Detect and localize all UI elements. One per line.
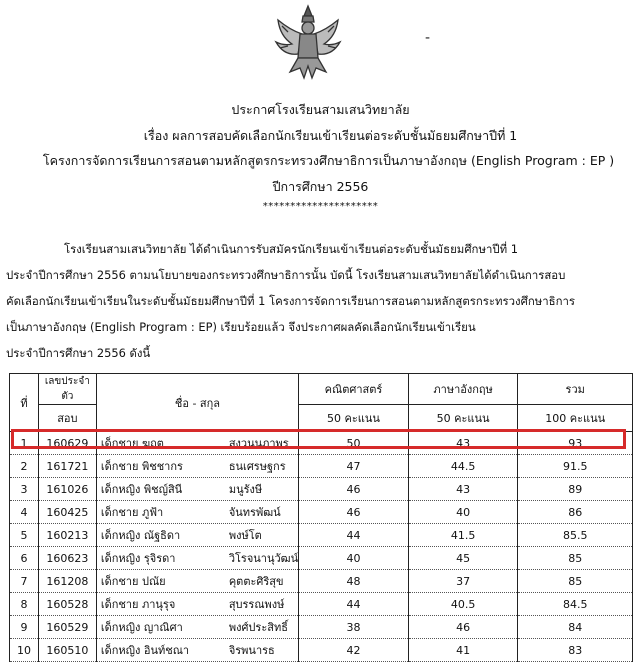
row-last-name: สงวนนภาพร xyxy=(228,437,289,450)
body-line-3: คัดเลือกนักเรียนเข้าเรียนในระดับชั้นมัธยมศึกษาปีที่ 1 โครงการจัดการเรียนการสอนตามหลักสูตรกระทรวงศึกษาธิการ xyxy=(6,294,576,308)
row-english-score: 37 xyxy=(408,570,518,593)
row-number: 6 xyxy=(10,547,39,570)
row-exam-id: 160425 xyxy=(38,501,96,524)
row-exam-id: 161208 xyxy=(38,570,96,593)
header-total-points: 100 คะแนน xyxy=(518,405,633,432)
table-row xyxy=(10,639,633,662)
row-student-name xyxy=(96,639,298,662)
row-english-score: 46 xyxy=(408,616,518,639)
row-first-name: เด็กหญิง พิชญ์สินี xyxy=(100,483,183,496)
row-total-score: 86 xyxy=(518,501,633,524)
table-row xyxy=(10,593,633,616)
row-first-name: เด็กชาย ภูฟ้า xyxy=(100,506,164,519)
header-math-points: 50 คะแนน xyxy=(299,405,409,432)
row-math-score: 47 xyxy=(299,455,409,478)
row-english-score: 43 xyxy=(408,432,518,455)
row-number: 7 xyxy=(10,570,39,593)
table-row xyxy=(10,478,633,501)
row-exam-id: 160529 xyxy=(38,616,96,639)
row-total-score: 83 xyxy=(518,639,633,662)
row-last-name: พงศ์ประสิทธิ์ xyxy=(228,621,288,634)
row-total-score: 93 xyxy=(518,432,633,455)
results-table xyxy=(9,373,633,662)
table-row xyxy=(10,570,633,593)
table-row xyxy=(10,616,633,639)
row-math-score: 44 xyxy=(299,524,409,547)
row-english-score: 44.5 xyxy=(408,455,518,478)
row-number: 2 xyxy=(10,455,39,478)
header-total: รวม xyxy=(518,374,633,405)
row-last-name: พงษ์โต xyxy=(228,529,262,542)
star-divider: ********************* xyxy=(262,201,379,212)
row-number: 8 xyxy=(10,593,39,616)
row-exam-id: 160629 xyxy=(38,432,96,455)
row-english-score: 41 xyxy=(408,639,518,662)
row-math-score: 40 xyxy=(299,547,409,570)
row-total-score: 85 xyxy=(518,570,633,593)
announcement-title: ประกาศโรงเรียนสามเสนวิทยาลัย xyxy=(231,102,410,117)
row-english-score: 40.5 xyxy=(408,593,518,616)
row-student-name xyxy=(96,478,298,501)
scan-mark: - xyxy=(425,30,431,46)
row-last-name: วิโรจนานุวัฒน์ xyxy=(228,552,299,565)
row-exam-id: 160213 xyxy=(38,524,96,547)
row-exam-id: 161026 xyxy=(38,478,96,501)
table-row xyxy=(10,547,633,570)
row-first-name: เด็กชาย ภานุรุจ xyxy=(100,598,176,611)
header-english-points: 50 คะแนน xyxy=(408,405,518,432)
row-last-name: จันทรพัฒน์ xyxy=(228,506,281,519)
row-exam-id: 160510 xyxy=(38,639,96,662)
row-math-score: 44 xyxy=(299,593,409,616)
row-first-name: เด็กหญิง ณัฐธิดา xyxy=(100,529,181,542)
body-line-1: โรงเรียนสามเสนวิทยาลัย ได้ดำเนินการรับสมัครนักเรียนเข้าเรียนต่อระดับชั้นมัธยมศึกษาปีที่ 1 xyxy=(64,242,518,256)
body-line-2: ประจำปีการศึกษา 2556 ตามนโยบายของกระทรวงศึกษาธิการนั้น บัดนี้ โรงเรียนสามเสนวิทยาลัยได้ดำเนินการสอบ xyxy=(6,268,566,282)
row-english-score: 41.5 xyxy=(408,524,518,547)
table-row xyxy=(10,432,633,455)
row-total-score: 91.5 xyxy=(518,455,633,478)
row-first-name: เด็กชาย ฆฤต xyxy=(100,437,164,450)
body-line-5: ประจำปีการศึกษา 2556 ดังนี้ xyxy=(6,346,151,360)
row-first-name: เด็กหญิง รุจิรดา xyxy=(100,552,176,565)
row-math-score: 42 xyxy=(299,639,409,662)
row-first-name: เด็กหญิง ญาณิศา xyxy=(100,621,183,634)
academic-year: ปีการศึกษา 2556 xyxy=(272,179,369,194)
project-line: โครงการจัดการเรียนการสอนตามหลักสูตรกระทรวงศึกษาธิการเป็นภาษาอังกฤษ (English Program : EP ) xyxy=(42,153,615,168)
row-last-name: มนูรังษี xyxy=(228,483,263,496)
row-student-name xyxy=(96,570,298,593)
row-student-name xyxy=(96,432,298,455)
row-english-score: 43 xyxy=(408,478,518,501)
row-first-name: เด็กชาย พิชชากร xyxy=(100,460,183,473)
garuda-emblem-icon xyxy=(270,2,346,86)
row-total-score: 85.5 xyxy=(518,524,633,547)
row-math-score: 48 xyxy=(299,570,409,593)
row-number: 5 xyxy=(10,524,39,547)
row-student-name xyxy=(96,501,298,524)
row-exam-id: 160528 xyxy=(38,593,96,616)
row-student-name xyxy=(96,524,298,547)
row-exam-id: 161721 xyxy=(38,455,96,478)
header-id-top: เลขประจำตัว xyxy=(38,374,96,405)
row-english-score: 40 xyxy=(408,501,518,524)
table-row xyxy=(10,501,633,524)
row-math-score: 50 xyxy=(299,432,409,455)
row-math-score: 46 xyxy=(299,478,409,501)
header-english: ภาษาอังกฤษ xyxy=(408,374,518,405)
row-first-name: เด็กชาย ปณัย xyxy=(100,575,166,588)
row-english-score: 45 xyxy=(408,547,518,570)
header-name: ชื่อ - สกุล xyxy=(96,374,298,432)
row-number: 9 xyxy=(10,616,39,639)
subject-line: เรื่อง ผลการสอบคัดเลือกนักเรียนเข้าเรียนต่อระดับชั้นมัธยมศึกษาปีที่ 1 xyxy=(143,128,518,143)
row-total-score: 89 xyxy=(518,478,633,501)
row-math-score: 38 xyxy=(299,616,409,639)
row-student-name xyxy=(96,547,298,570)
row-exam-id: 160623 xyxy=(38,547,96,570)
row-math-score: 46 xyxy=(299,501,409,524)
header-math: คณิตศาสตร์ xyxy=(299,374,409,405)
row-student-name xyxy=(96,616,298,639)
row-last-name: ธนเศรษฐกร xyxy=(228,460,286,473)
header-id-bottom: สอบ xyxy=(38,405,96,432)
row-last-name: คุตตะศิริสุข xyxy=(228,575,284,588)
row-first-name: เด็กหญิง อินท์ชณา xyxy=(100,644,190,657)
row-last-name: จิรพนารธ xyxy=(228,644,275,657)
row-total-score: 85 xyxy=(518,547,633,570)
row-last-name: สุบรรณพงษ์ xyxy=(228,598,285,611)
row-total-score: 84 xyxy=(518,616,633,639)
header-no: ที่ xyxy=(10,374,39,432)
table-row xyxy=(10,455,633,478)
row-student-name xyxy=(96,593,298,616)
body-line-4: เป็นภาษาอังกฤษ (English Program : EP) เรียบร้อยแล้ว จึงประกาศผลคัดเลือกนักเรียนเข้าเรียน xyxy=(6,320,476,334)
row-number: 1 xyxy=(10,432,39,455)
row-student-name xyxy=(96,455,298,478)
table-row xyxy=(10,524,633,547)
row-total-score: 84.5 xyxy=(518,593,633,616)
row-number: 4 xyxy=(10,501,39,524)
row-number: 10 xyxy=(10,639,39,662)
row-number: 3 xyxy=(10,478,39,501)
